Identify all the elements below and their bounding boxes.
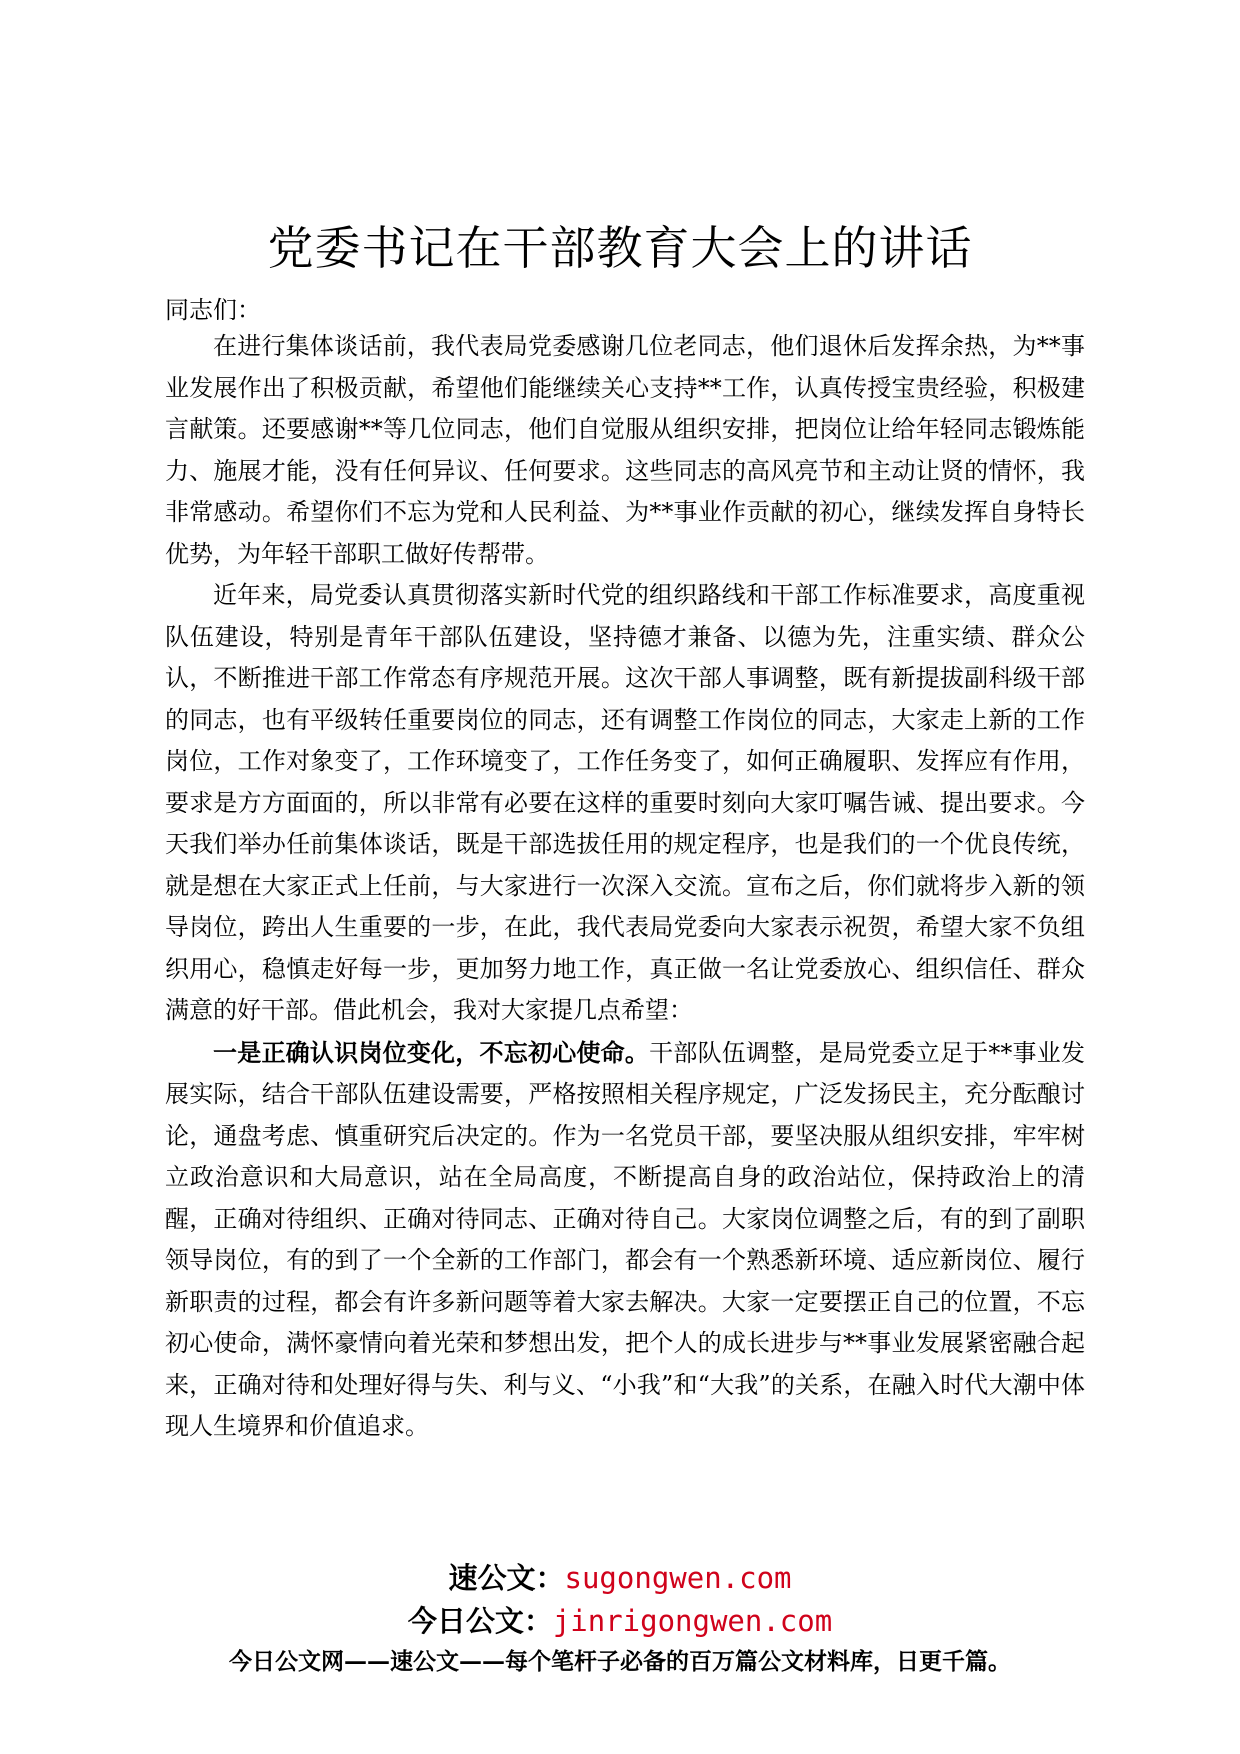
document-title: 党委书记在干部教育大会上的讲话: [267, 221, 973, 275]
footer-slogan: 今日公文网——速公文——每个笔杆子必备的百万篇公文材料库，日更千篇。: [229, 1648, 1011, 1675]
paragraph-1-text: 在进行集体谈话前，我代表局党委感谢几位老同志，他们退休后发挥余热，为**事业发展作出了积极贡献，希望他们能继续关心支持**工作，认真传授宝贵经验，积极建言献策。还要感谢**等几位同志，他们自觉服从组织安排，把岗位让给年轻同志锻炼能力、施展才能，没有任何异议、任何要求。这些同志的高风亮节和主动让贤的情怀，我非常感动。希望你们不忘为党和人民利益、为**事业作贡献的初心，继续发挥自身特长优势，为年轻干部职工做好传帮带。: [165, 332, 1085, 568]
footer-sugongwen-label: 速公文：: [448, 1561, 565, 1595]
footer-jinrigongwen: [0, 1601, 1240, 1641]
paragraph-1: [165, 326, 1085, 575]
footer-sugongwen-link[interactable]: sugongwen.com: [564, 1561, 792, 1595]
footer-sugongwen: [0, 1558, 1240, 1598]
paragraph-2-text: 近年来，局党委认真贯彻落实新时代党的组织路线和干部工作标准要求，高度重视队伍建设，特别是青年干部队伍建设，坚持德才兼备、以德为先，注重实绩、群众公认，不断推进干部工作常态有序规范开展。这次干部人事调整，既有新提拔副科级干部的同志，也有平级转任重要岗位的同志，还有调整工作岗位的同志，大家走上新的工作岗位，工作对象变了，工作环境变了，工作任务变了，如何正确履职、发挥应有作用，要求是方方面面的，所以非常有必要在这样的重要时刻向大家叮嘱告诫、提出要求。今天我们举办任前集体谈话，既是干部选拔任用的规定程序，也是我们的一个优良传统，就是想在大家正式上任前，与大家进行一次深入交流。宣布之后，你们就将步入新的领导岗位，跨出人生重要的一步，在此，我代表局党委向大家表示祝贺，希望大家不负组织用心，稳慎走好每一步，更加努力地工作，真正做一名让党委放心、组织信任、群众满意的好干部。借此机会，我对大家提几点希望：: [165, 581, 1085, 1024]
paragraph-3-text: 干部队伍调整，是局党委立足于**事业发展实际，结合干部队伍建设需要，严格按照相关程序规定，广泛发扬民主，充分酝酿讨论，通盘考虑、慎重研究后决定的。作为一名党员干部，要坚决服从组织安排，牢牢树立政治意识和大局意识，站在全局高度，不断提高自身的政治站位，保持政治上的清醒，正确对待组织、正确对待同志、正确对待自己。大家岗位调整之后，有的到了副职领导岗位，有的到了一个全新的工作部门，都会有一个熟悉新环境、适应新岗位、履行新职责的过程，都会有许多新问题等着大家去解决。大家一定要摆正自己的位置，不忘初心使命，满怀豪情向着光荣和梦想出发，把个人的成长进步与**事业发展紧密融合起来，正确对待和处理好得与失、利与义、“小我”和“大我”的关系，在融入时代大潮中体现人生境界和价值追求。: [165, 1038, 1086, 1440]
paragraph-2: [165, 575, 1085, 1032]
paragraph-3: [165, 1032, 1085, 1448]
document-body: [165, 326, 1085, 1448]
footer-jinrigongwen-link[interactable]: jinrigongwen.com: [552, 1604, 833, 1638]
footer-jinrigongwen-label: 今日公文：: [407, 1604, 553, 1638]
greeting: 同志们：: [165, 296, 261, 324]
paragraph-3-lead: 一是正确认识岗位变化，不忘初心使命。: [213, 1037, 650, 1067]
